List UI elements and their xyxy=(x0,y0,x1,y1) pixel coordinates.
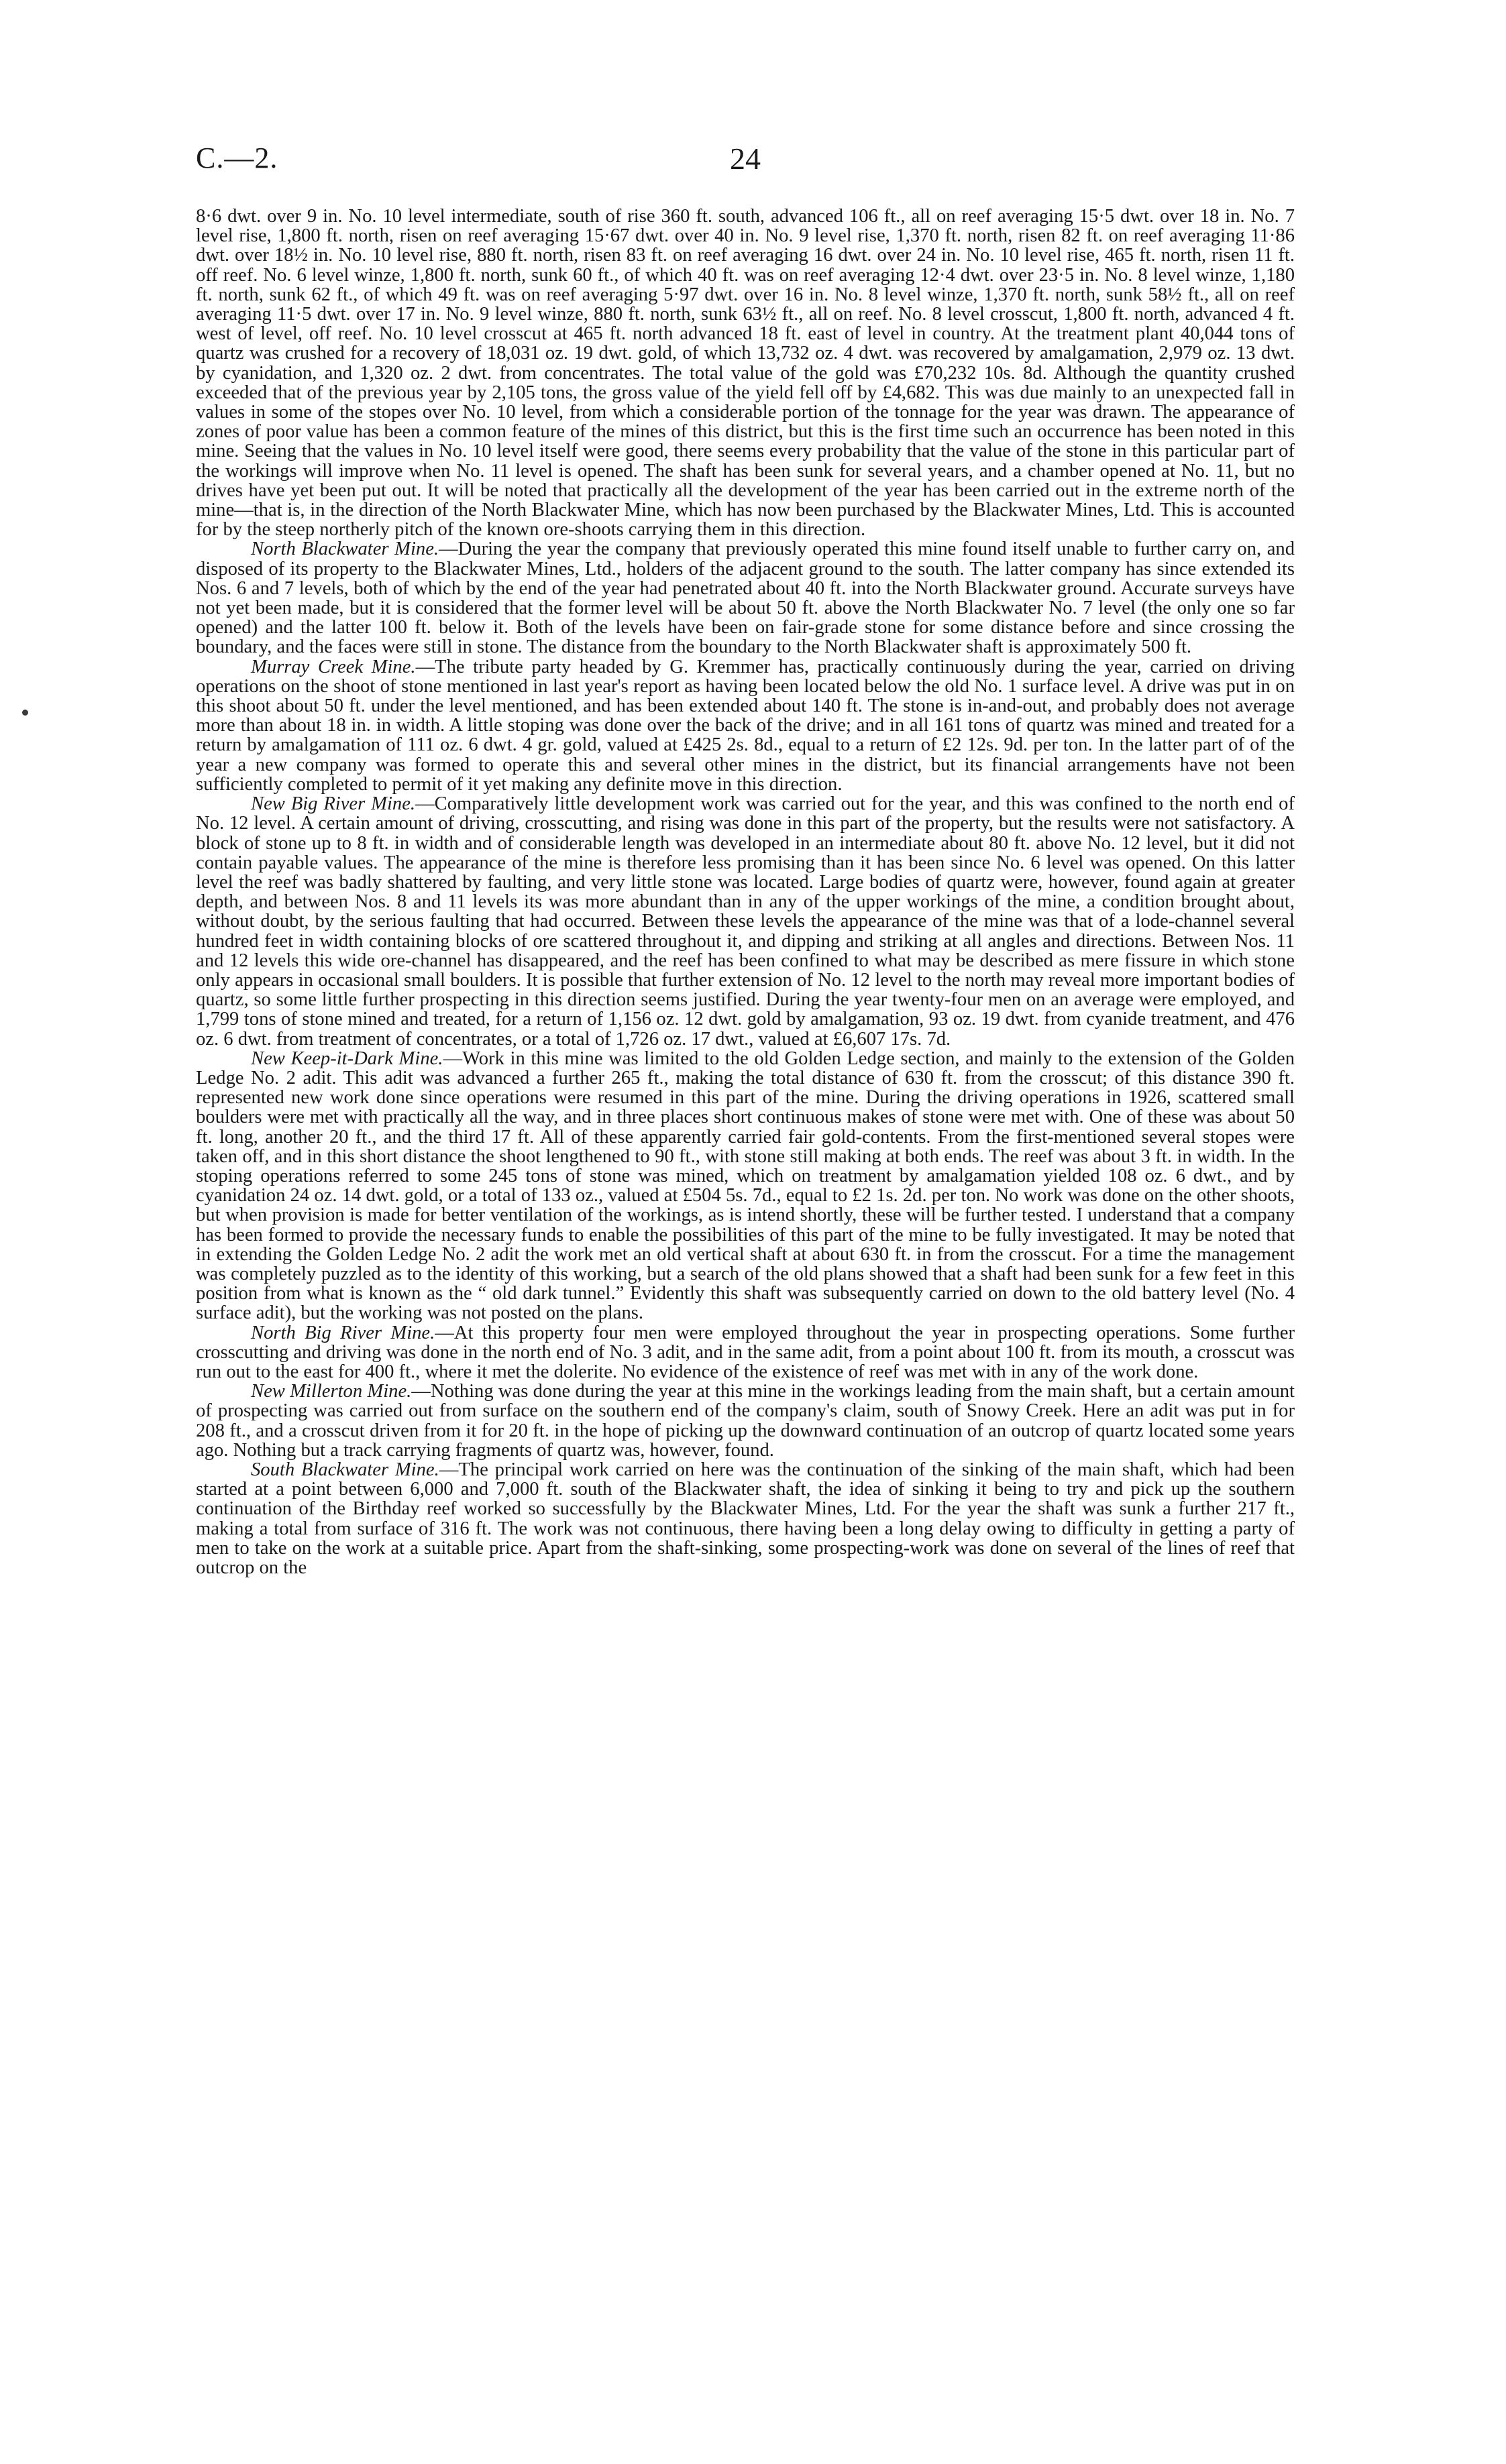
paragraph-south-blackwater xyxy=(196,1460,1295,1577)
paragraph-text: 8·6 dwt. over 9 in. No. 10 level intermediate, south of rise 360 ft. south, advanced 106 ft., all on reef averaging 15·5 dwt. over 18 in. No. 7 level rise, 1,800 ft. north, risen on reef averaging 15·67 dwt. over 40 in. No. 9 level rise, 1,370 ft. north, risen 82 ft. on reef averaging 11·86 dwt. over 18½ in. No. 10 level rise, 880 ft. north, risen 83 ft. on reef averaging 16 dwt. over 24 in. No. 10 level rise, 465 ft. north, risen 11 ft. off reef. No. 6 level winze, 1,800 ft. north, sunk 60 ft., of which 40 ft. was on reef averaging 12·4 dwt. over 23·5 in. No. 8 level winze, 1,180 ft. north, sunk 62 ft., of which 49 ft. was on reef averaging 5·97 dwt. over 16 in. No. 8 level winze, 1,370 ft. north, sunk 58½ ft., all on reef averaging 11·5 dwt. over 17 in. No. 9 level winze, 880 ft. north, sunk 63½ ft., all on reef. No. 8 level crosscut, 1,800 ft. north, advanced 4 ft. west of level, off reef. No. 10 level crosscut at 465 ft. north advanced 18 ft. east of level in country. At the treatment plant 40,044 tons of quartz was crushed for a recovery of 18,031 oz. 19 dwt. gold, of which 13,732 oz. 4 dwt. was recovered by amalgamation, 2,979 oz. 13 dwt. by cyanidation, and 1,320 oz. 2 dwt. from concentrates. The total value of the gold was £70,232 10s. 8d. Although the quantity crushed exceeded that of the previous year by 2,105 tons, the gross value of the yield fell off by £4,682. This was due mainly to an unexpected fall in values in some of the stopes over No. 10 level, from which a considerable portion of the tonnage for the year was drawn. The appearance of zones of poor value has been a common feature of the mines of this district, but this is the first time such an occurrence has been noted in this mine. Seeing that the values in No. 10 level itself were good, there seems every probability that the value of the stone in this particular part of the workings will improve when No. 11 level is opened. The shaft has been sunk for several years, and a chamber opened at No. 11, but no drives have yet been put out. It will be noted that practically all the development of the year has been carried out in the extreme north of the mine—that is, in the direction of the North Blackwater Mine, which has now been purchased by the Blackwater Mines, Ltd. This is accounted for by the steep northerly pitch of the known ore-shoots carrying them in this direction. xyxy=(196,206,1295,541)
page-header xyxy=(196,141,1295,188)
paragraph-north-blackwater xyxy=(196,539,1295,657)
paragraph-murray-creek xyxy=(196,657,1295,794)
paragraph-text: —Work in this mine was limited to the old Golden Ledge section, and mainly to the extension of the Golden Ledge No. 2 adit. This adit was advanced a further 265 ft., making the total distance of 630 ft. from the crosscut; of this distance 390 ft. represented new work done since operations were resumed in this part of the mine. During the driving operations in 1926, scattered small boulders were met with practically all the way, and in three places short continuous makes of stone were met with. One of these was about 50 ft. long, another 20 ft., and the third 17 ft. All of these apparently carried fair gold-contents. From the first-mentioned several stopes were taken off, and in this short distance the shoot lengthened to 90 ft., with stone still making at both ends. The reef was about 3 ft. in width. In the stoping operations referred to some 245 tons of stone was mined, which on treatment by amalgamation yielded 108 oz. 6 dwt., and by cyanidation 24 oz. 14 dwt. gold, or a total of 133 oz., valued at £504 5s. 7d., equal to £2 1s. 2d. per ton. No work was done on the other shoots, but when provision is made for better ventilation of the workings, as is intend shortly, these will be further tested. I understand that a company has been formed to provide the necessary funds to enable the possibilities of this part of the mine to be fully investigated. It may be noted that in extending the Golden Ledge No. 2 adit the work met an old vertical shaft at about 630 ft. in from the crosscut. For a time the management was completely puzzled as to the identity of this working, but a search of the old plans showed that a shaft had been sunk for a few feet in this position from what is known as the “ old dark tunnel.” Evidently this shaft was subsequently carried on down to the old battery level (No. 4 surface adit), but the working was not posted on the plans. xyxy=(196,1048,1295,1324)
paragraph-text: —The principal work carried on here was the continuation of the sinking of the main shaft, which had been started at a point between 6,000 and 7,000 ft. south of the Blackwater shaft, the idea of sinking it being to try and pick up the southern continuation of the Birthday reef worked so successfully by the Blackwater Mines, Ltd. For the year the shaft was sunk a further 217 ft., making a total from surface of 316 ft. The work was not continuous, there having been a long delay owing to difficulty in getting a party of men to take on the work at a suitable price. Apart from the shaft-sinking, some prospecting-work was done on several of the lines of reef that outcrop on the xyxy=(196,1459,1295,1579)
paragraph-new-big-river xyxy=(196,794,1295,1049)
section-heading: New Millerton Mine. xyxy=(251,1381,412,1402)
page-number: 24 xyxy=(730,142,761,176)
document-code: C.—2. xyxy=(196,142,278,174)
section-heading: Murray Creek Mine. xyxy=(251,656,416,677)
paragraph-north-big-river xyxy=(196,1323,1295,1382)
paragraph-text: —Comparatively little development work was carried out for the year, and this was confined to the north end of No. 12 level. A certain amount of driving, crosscutting, and rising was done in this part of the property, but the results were not satisfactory. A block of stone up to 8 ft. in width and of considerable length was developed in an intermediate about 80 ft. above No. 12 level, but it did not contain payable values. The appearance of the mine is therefore less promising than it has been since No. 6 level was opened. On this latter level the reef was badly shattered by faulting, and very little stone was located. Large bodies of quartz were, however, found again at greater depth, and between Nos. 8 and 11 levels its was more abundant than in any of the upper workings of the mine, a condition brought about, without doubt, by the serious faulting that had occurred. Between these levels the appearance of the mine was that of a lode-channel several hundred feet in width containing blocks of ore scattered throughout it, and dipping and striking at all angles and directions. Between Nos. 11 and 12 levels this wide ore-channel has disappeared, and the reef has been confined to what may be described as mere fissure in which stone only appears in occasional small boulders. It is possible that further extension of No. 12 level to the north may reveal more important bodies of quartz, so some little further prospecting in this direction seems justified. During the year twenty-four men on an average were employed, and 1,799 tons of stone mined and treated, for a return of 1,156 oz. 12 dwt. gold by amalgamation, 93 oz. 19 dwt. from cyanide treatment, and 476 oz. 6 dwt. from treatment of concentrates, or a total of 1,726 oz. 17 dwt., valued at £6,607 17s. 7d. xyxy=(196,793,1295,1050)
paragraph-text: —Nothing was done during the year at this mine in the workings leading from the main shaft, but a certain amount of prospecting was carried out from surface on the southern end of the company's claim, south of Snowy Creek. Here an adit was put in for 208 ft., and a crosscut driven from it for 20 ft. in the hope of picking up the downward continuation of an outcrop of quartz located some years ago. Nothing but a track carrying fragments of quartz was, however, found. xyxy=(196,1381,1295,1461)
section-heading: South Blackwater Mine. xyxy=(251,1459,439,1480)
paragraph-new-keep-it-dark xyxy=(196,1049,1295,1323)
section-heading: New Keep-it-Dark Mine. xyxy=(251,1048,443,1069)
section-heading: New Big River Mine. xyxy=(251,793,416,815)
paragraph-text: —The tribute party headed by G. Kremmer has, practically continuously during the year, carried on driving operations on the shoot of stone mentioned in last year's report as having been located below the old No. 1 surface level. A drive was put in on this shoot about 50 ft. under the level mentioned, and has been extended about 140 ft. The stone is in-and-out, and probably does not average more than about 18 in. in width. A little stoping was done over the back of the drive; and in all 161 tons of quartz was mined and treated for a return by amalgamation of 111 oz. 6 dwt. 4 gr. gold, valued at £425 2s. 8d., equal to a return of £2 12s. 9d. per ton. In the latter part of of the year a new company was formed to operate this and several other mines in the district, but its financial arrangements have not been sufficiently completed to permit of it yet making any definite move in this direction. xyxy=(196,656,1295,795)
paragraph-continuation xyxy=(196,207,1295,539)
section-heading: North Blackwater Mine. xyxy=(251,539,439,560)
paragraph-text: —During the year the company that previously operated this mine found itself unable to further carry on, and disposed of its property to the Blackwater Mines, Ltd., holders of the adjacent ground to the south. The latter company has since extended its Nos. 6 and 7 levels, both of which by the end of the year had penetrated about 40 ft. into the North Blackwater ground. Accurate surveys have not yet been made, but it is considered that the former level will be about 50 ft. above the North Blackwater No. 7 level (the only one so far opened) and the latter 100 ft. below it. Both of the levels have been on fair-grade stone for some distance before and since crossing the boundary, and the faces were still in stone. The distance from the boundary to the North Blackwater shaft is approximately 500 ft. xyxy=(196,539,1295,658)
section-heading: North Big River Mine. xyxy=(251,1322,435,1343)
body-text xyxy=(196,207,1295,1577)
margin-dot xyxy=(22,710,28,716)
paragraph-new-millerton xyxy=(196,1382,1295,1460)
paragraph-text: —At this property four men were employed throughout the year in prospecting operations. Some further crosscutting and driving was done in the north end of No. 3 adit, and in the same adit, from a point about 100 ft. from its mouth, a crosscut was run out to the east for 400 ft., where it met the dolerite. No evidence of the existence of reef was met with in any of the work done. xyxy=(196,1322,1295,1382)
